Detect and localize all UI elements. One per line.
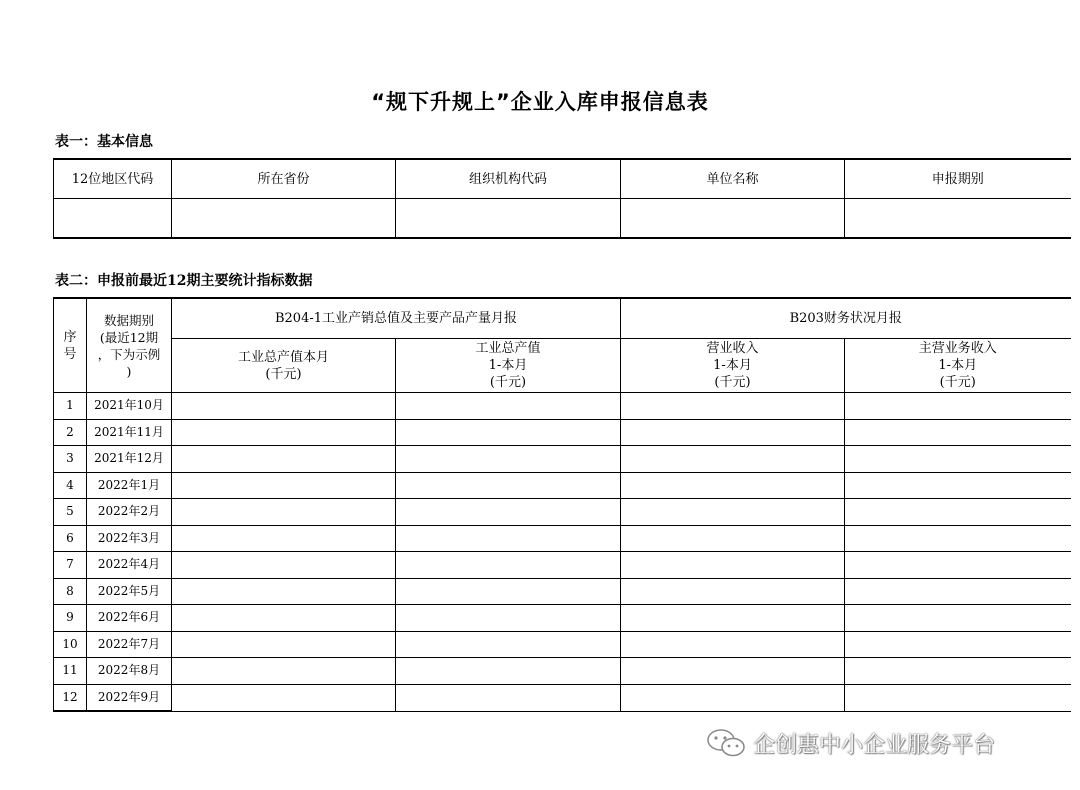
row-number: 11 — [54, 658, 87, 685]
header-data-period: 数据期别 (最近12期 ，下为示例 ) — [87, 298, 172, 393]
row-period: 2022年6月 — [87, 605, 172, 632]
cell-output-ytd[interactable] — [396, 393, 621, 420]
table-row — [54, 578, 1071, 605]
table-row — [54, 525, 1071, 552]
table2-label: 表二：申报前最近12期主要统计指标数据 — [55, 273, 313, 289]
cell-revenue-ytd[interactable] — [621, 552, 845, 579]
cell-output-month[interactable] — [172, 552, 396, 579]
cell-main-revenue-ytd[interactable] — [845, 472, 1071, 499]
cell-unit-name[interactable] — [621, 199, 845, 239]
table-row — [54, 658, 1071, 685]
header-province: 所在省份 — [172, 159, 396, 199]
cell-output-month[interactable] — [172, 605, 396, 632]
table-row — [54, 605, 1071, 632]
row-number: 7 — [54, 552, 87, 579]
watermark — [705, 727, 1055, 759]
row-number: 4 — [54, 472, 87, 499]
row-number: 9 — [54, 605, 87, 632]
table-row — [54, 472, 1071, 499]
cell-output-ytd[interactable] — [396, 525, 621, 552]
cell-output-ytd[interactable] — [396, 552, 621, 579]
row-number: 3 — [54, 446, 87, 473]
cell-output-month[interactable] — [172, 499, 396, 526]
cell-main-revenue-ytd[interactable] — [845, 446, 1071, 473]
header-b203-group: B203财务状况月报 — [621, 298, 1071, 339]
header-org-code: 组织机构代码 — [396, 159, 621, 199]
cell-main-revenue-ytd[interactable] — [845, 631, 1071, 658]
header-seq: 序 号 — [54, 298, 87, 393]
cell-output-ytd[interactable] — [396, 631, 621, 658]
cell-main-revenue-ytd[interactable] — [845, 605, 1071, 632]
header-region-code: 12位地区代码 — [54, 159, 172, 199]
table1-label: 表一：基本信息 — [55, 134, 153, 150]
cell-output-ytd[interactable] — [396, 658, 621, 685]
cell-main-revenue-ytd[interactable] — [845, 499, 1071, 526]
cell-revenue-ytd[interactable] — [621, 525, 845, 552]
statistics-table — [53, 297, 1071, 712]
cell-revenue-ytd[interactable] — [621, 684, 845, 711]
table2-sub-header-row — [54, 339, 1071, 393]
basic-info-table — [53, 158, 1071, 239]
cell-output-ytd[interactable] — [396, 578, 621, 605]
table-row — [54, 684, 1071, 711]
cell-org-code[interactable] — [396, 199, 621, 239]
row-period: 2021年12月 — [87, 446, 172, 473]
table1-input-row — [54, 199, 1071, 239]
cell-revenue-ytd[interactable] — [621, 605, 845, 632]
cell-main-revenue-ytd[interactable] — [845, 684, 1071, 711]
cell-revenue-ytd[interactable] — [621, 578, 845, 605]
cell-output-month[interactable] — [172, 472, 396, 499]
row-number: 1 — [54, 393, 87, 420]
table-row — [54, 446, 1071, 473]
row-period: 2022年3月 — [87, 525, 172, 552]
cell-output-month[interactable] — [172, 658, 396, 685]
cell-revenue-ytd[interactable] — [621, 419, 845, 446]
cell-province[interactable] — [172, 199, 396, 239]
row-period: 2022年2月 — [87, 499, 172, 526]
cell-revenue-ytd[interactable] — [621, 446, 845, 473]
table-row — [54, 499, 1071, 526]
header-report-period: 申报期别 — [845, 159, 1071, 199]
cell-output-ytd[interactable] — [396, 419, 621, 446]
cell-output-ytd[interactable] — [396, 446, 621, 473]
table1-header-row — [54, 159, 1071, 199]
cell-output-ytd[interactable] — [396, 499, 621, 526]
cell-output-ytd[interactable] — [396, 605, 621, 632]
header-output-ytd: 工业总产值 1-本月 (千元) — [396, 339, 621, 393]
cell-output-month[interactable] — [172, 525, 396, 552]
table2-group-header-row — [54, 298, 1071, 339]
header-revenue-ytd: 营业收入 1-本月 (千元) — [621, 339, 845, 393]
row-period: 2022年8月 — [87, 658, 172, 685]
cell-main-revenue-ytd[interactable] — [845, 525, 1071, 552]
cell-output-month[interactable] — [172, 631, 396, 658]
cell-region-code[interactable] — [54, 199, 172, 239]
row-period: 2022年5月 — [87, 578, 172, 605]
header-output-month: 工业总产值本月 (千元) — [172, 339, 396, 393]
row-period: 2022年9月 — [87, 684, 172, 711]
wechat-icon — [705, 727, 749, 759]
row-number: 6 — [54, 525, 87, 552]
cell-output-ytd[interactable] — [396, 472, 621, 499]
cell-output-month[interactable] — [172, 419, 396, 446]
cell-main-revenue-ytd[interactable] — [845, 393, 1071, 420]
row-period: 2022年7月 — [87, 631, 172, 658]
row-period: 2021年11月 — [87, 419, 172, 446]
cell-revenue-ytd[interactable] — [621, 658, 845, 685]
header-unit-name: 单位名称 — [621, 159, 845, 199]
cell-output-month[interactable] — [172, 578, 396, 605]
cell-revenue-ytd[interactable] — [621, 631, 845, 658]
table-row — [54, 393, 1071, 420]
row-number: 5 — [54, 499, 87, 526]
cell-main-revenue-ytd[interactable] — [845, 658, 1071, 685]
header-main-revenue-ytd: 主营业务收入 1-本月 (千元) — [845, 339, 1071, 393]
cell-output-month[interactable] — [172, 684, 396, 711]
cell-revenue-ytd[interactable] — [621, 499, 845, 526]
row-period: 2022年1月 — [87, 472, 172, 499]
cell-output-ytd[interactable] — [396, 684, 621, 711]
cell-revenue-ytd[interactable] — [621, 472, 845, 499]
cell-main-revenue-ytd[interactable] — [845, 552, 1071, 579]
row-number: 2 — [54, 419, 87, 446]
cell-report-period[interactable] — [845, 199, 1071, 239]
row-number: 8 — [54, 578, 87, 605]
table-row — [54, 419, 1071, 446]
cell-revenue-ytd[interactable] — [621, 393, 845, 420]
row-number: 10 — [54, 631, 87, 658]
table-row — [54, 552, 1071, 579]
cell-main-revenue-ytd[interactable] — [845, 419, 1071, 446]
cell-output-month[interactable] — [172, 446, 396, 473]
row-period: 2022年4月 — [87, 552, 172, 579]
watermark-text: 企创惠中小企业服务平台 — [753, 732, 996, 758]
page-title: “规下升规上”企业入库申报信息表 — [371, 90, 709, 114]
row-number: 12 — [54, 684, 87, 711]
table-row — [54, 631, 1071, 658]
row-period: 2021年10月 — [87, 393, 172, 420]
cell-output-month[interactable] — [172, 393, 396, 420]
cell-main-revenue-ytd[interactable] — [845, 578, 1071, 605]
header-b204-group: B204-1工业产销总值及主要产品产量月报 — [172, 298, 621, 339]
